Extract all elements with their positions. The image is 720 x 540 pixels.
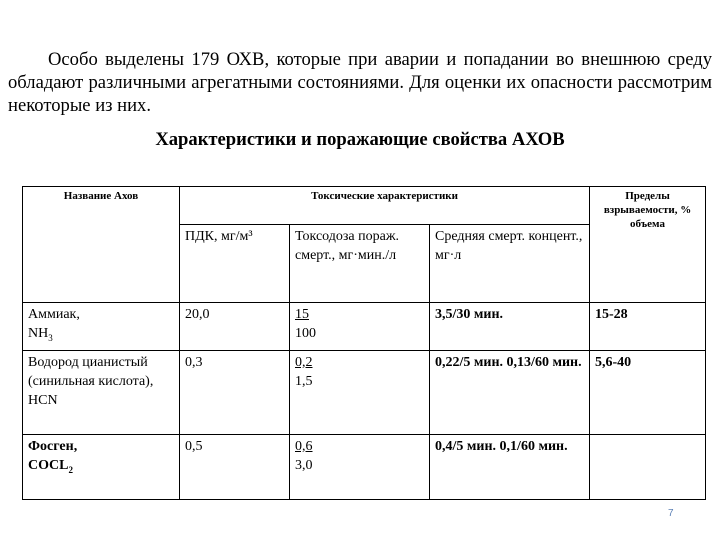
header-toxic: Токсические характеристики <box>180 187 590 225</box>
header-lethal: Средняя смерт. концент., мг·л <box>430 225 590 303</box>
formula-subscript: 3 <box>48 332 53 343</box>
cell-toxodose <box>290 350 430 434</box>
substance-name: Водород цианистый (синильная кислота), <box>28 354 154 389</box>
header-name: Название Ахов <box>23 187 180 303</box>
cell-pdk: 20,0 <box>180 303 290 351</box>
toxodose-top: 15 <box>295 307 309 322</box>
table-row <box>23 434 706 499</box>
cell-pdk: 0,3 <box>180 350 290 434</box>
section-heading: Характеристики и поражающие свойства АХОВ <box>155 129 565 150</box>
substance-name: Фосген, <box>28 438 78 454</box>
toxodose-top: 0,6 <box>295 438 313 454</box>
cell-pdk: 0,5 <box>180 434 290 499</box>
cell-explosive: 15-28 <box>590 303 706 351</box>
cell-name <box>23 303 180 351</box>
toxodose-bottom: 100 <box>295 326 316 341</box>
intro-text: Особо выделены 179 ОХВ, которые при аварии и попадании во внешнюю среду обладают различными агрегатными состояниями. Для оценки их опасности рассмотрим некоторые из них. <box>8 49 712 116</box>
cell-lethal: 0,4/5 мин. 0,1/60 мин. <box>430 434 590 499</box>
cell-lethal: 0,22/5 мин. 0,13/60 мин. <box>430 350 590 434</box>
header-pdk: ПДК, мг/м³ <box>180 225 290 303</box>
page-number: 7 <box>668 508 674 519</box>
toxodose-bottom: 3,0 <box>295 457 313 473</box>
substance-name: Аммиак, <box>28 307 80 322</box>
formula-subscript: 2 <box>68 464 73 475</box>
toxodose-top: 0,2 <box>295 354 313 370</box>
header-explosive: Пределы взрываемости, % объема <box>590 187 706 303</box>
cell-name <box>23 350 180 434</box>
toxodose-bottom: 1,5 <box>295 373 313 389</box>
cell-toxodose <box>290 303 430 351</box>
table-header-row <box>23 187 706 225</box>
cell-lethal: 3,5/30 мин. <box>430 303 590 351</box>
cell-name <box>23 434 180 499</box>
header-toxodose: Токсодоза пораж. смерт., мг·мин./л <box>290 225 430 303</box>
substance-formula: NH <box>28 326 49 341</box>
ahov-table <box>22 186 706 500</box>
substance-formula: COCL <box>28 457 69 473</box>
intro-paragraph <box>8 48 712 117</box>
table-row <box>23 303 706 351</box>
cell-explosive: 5,6-40 <box>590 350 706 434</box>
cell-toxodose <box>290 434 430 499</box>
cell-explosive <box>590 434 706 499</box>
substance-formula: HCN <box>28 392 58 408</box>
table-row <box>23 350 706 434</box>
